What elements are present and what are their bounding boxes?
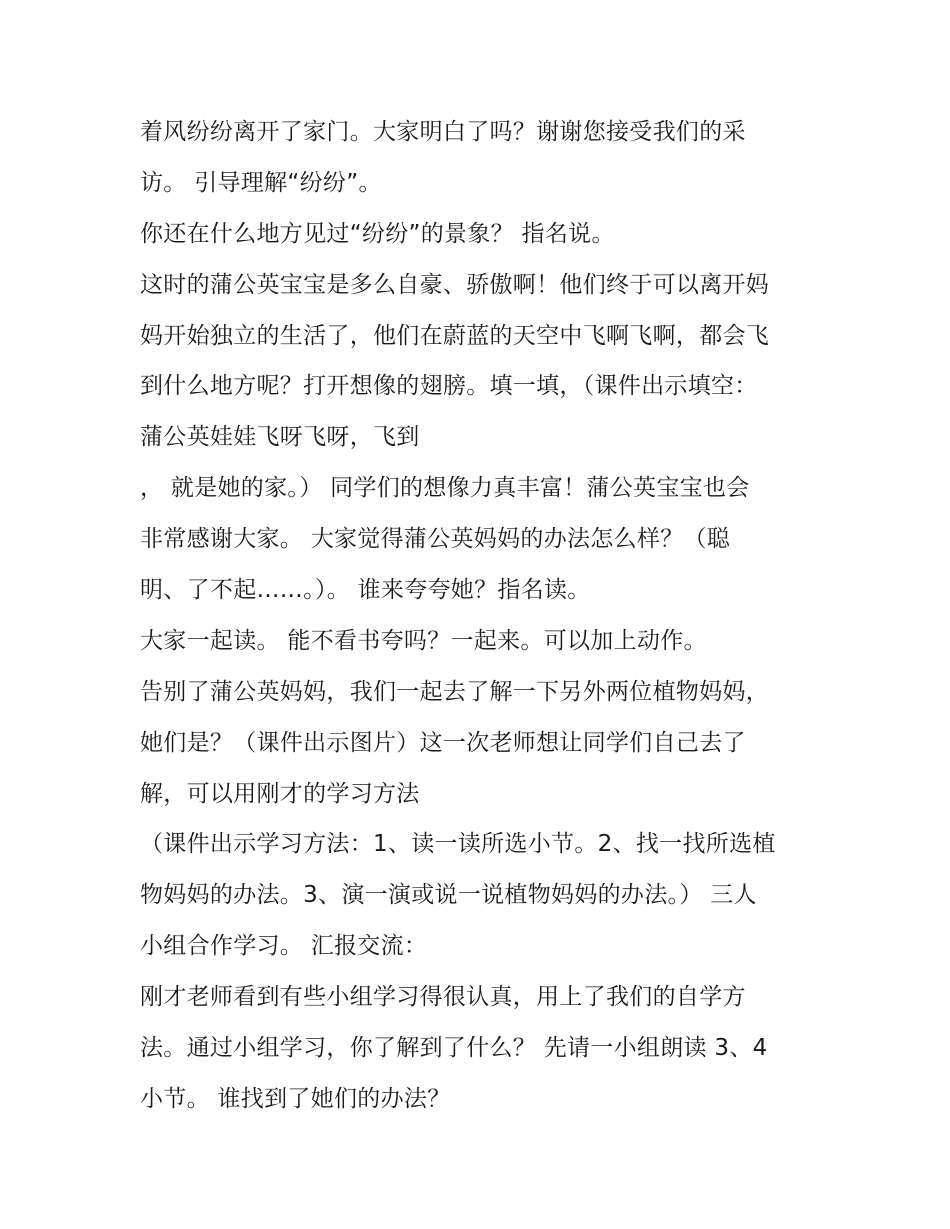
text-line: 刚才老师看到有些小组学习得很认真，用上了我们的自学方 xyxy=(140,984,746,1011)
text-line: 到什么地方呢？打开想像的翅膀。填一填，（课件出示填空： xyxy=(140,373,758,400)
text-line: 你还在什么地方见过“纷纷”的景象？ 指名说。 xyxy=(140,220,615,247)
text-line: 小组合作学习。 汇报交流： xyxy=(140,933,428,960)
text-line: 大家一起读。 能不看书夸吗？一起来。可以加上动作。 xyxy=(140,627,707,654)
text-line: 着风纷纷离开了家门。大家明白了吗？谢谢您接受我们的采 xyxy=(140,119,746,145)
text-line: ， 就是她的家。） 同学们的想像力真丰富！蒲公英宝宝也会 xyxy=(140,475,750,502)
text-line: （课件出示学习方法：1、读一读所选小节。2、找一找所选植 xyxy=(140,831,776,858)
text-line: 解，可以用刚才的学习方法 xyxy=(140,780,420,807)
text-line: 蒲公英娃娃飞呀飞呀，飞到 xyxy=(140,424,420,451)
text-line: 法。通过小组学习，你了解到了什么？ 先请一小组朗读 3、4 xyxy=(140,1035,768,1062)
text-line: 物妈妈的办法。3、演一演或说一说植物妈妈的办法。） 三人 xyxy=(140,882,757,909)
text-line: 妈开始独立的生活了，他们在蔚蓝的天空中飞啊飞啊，都会飞 xyxy=(140,322,770,349)
text-line: 这时的蒲公英宝宝是多么自豪、骄傲啊！他们终于可以离开妈 xyxy=(140,271,770,298)
text-line: 告别了蒲公英妈妈，我们一起去了解一下另外两位植物妈妈， xyxy=(140,678,770,705)
text-line: 小节。 谁找到了她们的办法？ xyxy=(140,1085,451,1112)
text-line: 明、了不起……。）。 谁来夸夸她？指名读。 xyxy=(140,577,591,604)
text-line: 非常感谢大家。 大家觉得蒲公英妈妈的办法怎么样？（聪 xyxy=(140,526,731,553)
document-body xyxy=(140,107,820,1125)
text-line: 她们是？（课件出示图片）这一次老师想让同学们自己去了 xyxy=(140,729,746,756)
text-line: 访。 引导理解“纷纷”。 xyxy=(140,169,382,196)
